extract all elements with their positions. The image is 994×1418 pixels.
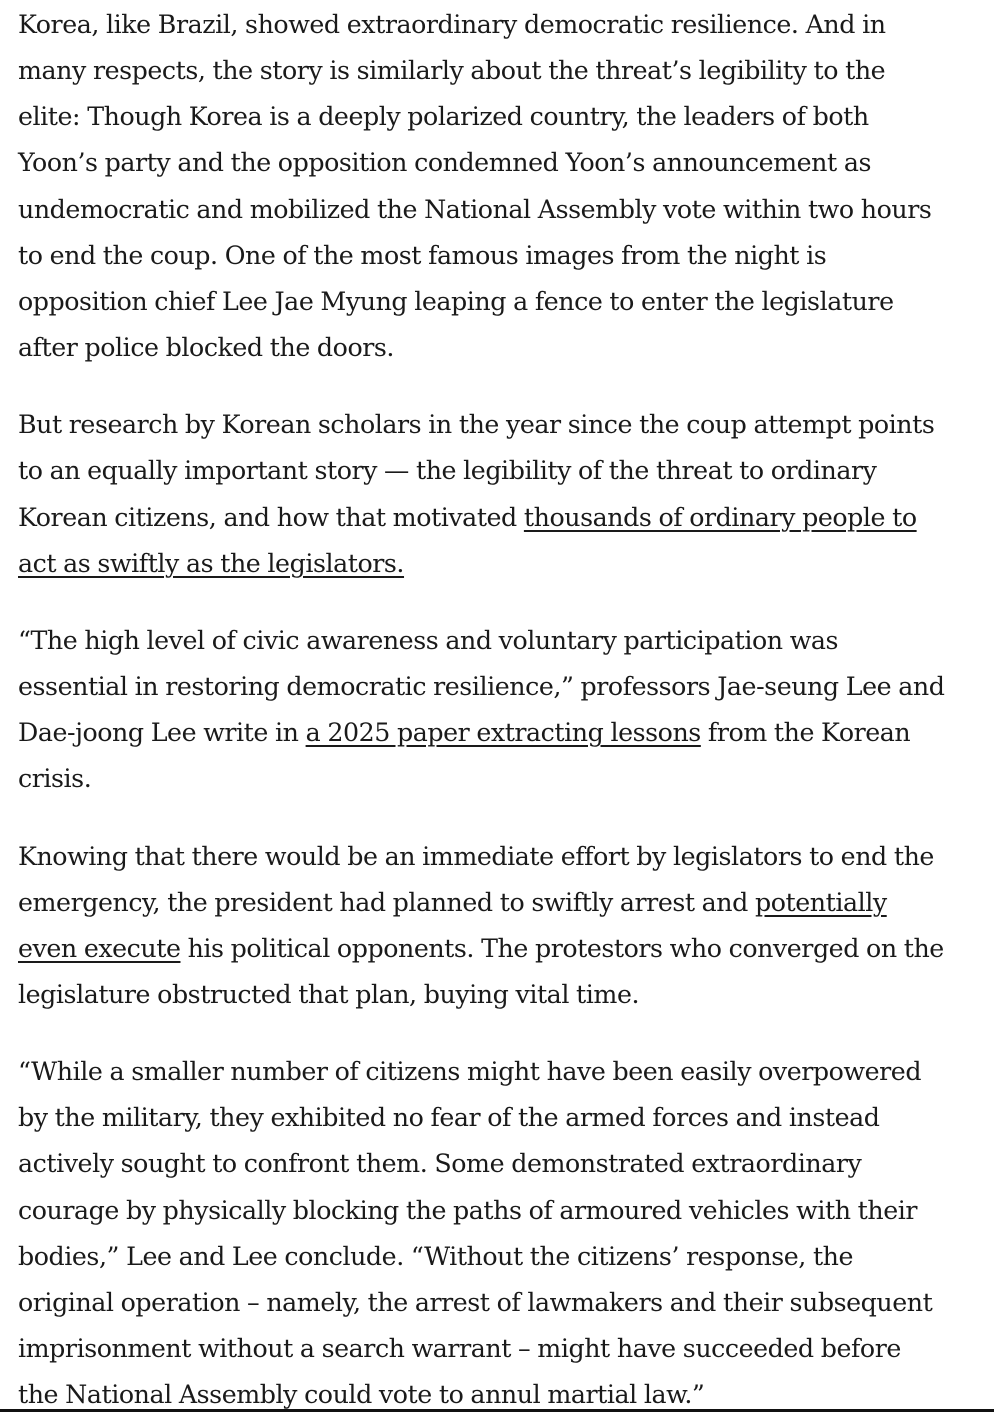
paragraph-civic-awareness-quote xyxy=(18,618,984,803)
text-line: “While a smaller number of citizens might have been easily overpowered xyxy=(18,1057,922,1087)
link-potentially-execute[interactable]: potentially even execute xyxy=(18,887,887,963)
text-line: by the military, they exhibited no fear of the armed forces and instead xyxy=(18,1103,880,1133)
text-line: original operation – namely, the arrest of lawmakers and their subsequent xyxy=(18,1287,933,1317)
text-line: imprisonment without a search warrant – might have succeeded before xyxy=(18,1334,901,1364)
text-line: bodies,” Lee and Lee conclude. “Without the citizens’ response, the xyxy=(18,1241,854,1271)
paragraph-citizens-quote xyxy=(18,1049,984,1418)
text-line: essential in restoring democratic resilience,” professors Jae-seung Lee and xyxy=(18,672,945,702)
text-line: emergency, the president had planned to swiftly arrest and xyxy=(18,887,755,917)
text-line: the National Assembly could vote to annul martial law.” xyxy=(18,1380,705,1410)
text-line: opposition chief Lee Jae Myung leaping a fence to enter the legislature xyxy=(18,286,894,316)
paragraph-korea-resilience xyxy=(18,2,984,371)
text-line: Knowing that there would be an immediate effort by legislators to end the xyxy=(18,841,934,871)
text-line: courage by physically blocking the paths of armoured vehicles with their xyxy=(18,1195,918,1225)
text-line: undemocratic and mobilized the National Assembly vote within two hours xyxy=(18,194,932,224)
text-line: “The high level of civic awareness and voluntary participation was xyxy=(18,625,839,655)
link-2025-paper[interactable]: a 2025 paper extracting lessons xyxy=(305,718,701,748)
text-line: elite: Though Korea is a deeply polarized country, the leaders of both xyxy=(18,102,869,132)
text-line: his political opponents. The protestors who converged on the xyxy=(180,933,944,963)
text-line: after police blocked the doors. xyxy=(18,333,395,363)
text-line: to an equally important story — the legibility of the threat to ordinary xyxy=(18,456,877,486)
text-line: Dae-joong Lee write in xyxy=(18,718,306,748)
text-line: legislature obstructed that plan, buying vital time. xyxy=(18,979,640,1009)
paragraph-korean-scholars xyxy=(18,402,984,587)
text-line: from the Korean xyxy=(700,718,911,748)
text-line: Yoon’s party and the opposition condemned Yoon’s announcement as xyxy=(18,148,871,178)
link-ordinary-people[interactable]: thousands of ordinary people to act as swiftly as the legislators. xyxy=(18,502,917,578)
text-line: But research by Korean scholars in the year since the coup attempt points xyxy=(18,410,935,440)
article-body xyxy=(18,0,984,1418)
text-line: crisis. xyxy=(18,764,92,794)
text-line: Korea, like Brazil, showed extraordinary democratic resilience. And in xyxy=(18,10,886,39)
paragraph-president-plan xyxy=(18,834,984,1019)
text-line: many respects, the story is similarly about the threat’s legibility to the xyxy=(18,56,886,86)
text-line: Korean citizens, and how that motivated xyxy=(18,502,524,532)
text-line: actively sought to confront them. Some demonstrated extraordinary xyxy=(18,1149,862,1179)
text-line: to end the coup. One of the most famous images from the night is xyxy=(18,240,827,270)
